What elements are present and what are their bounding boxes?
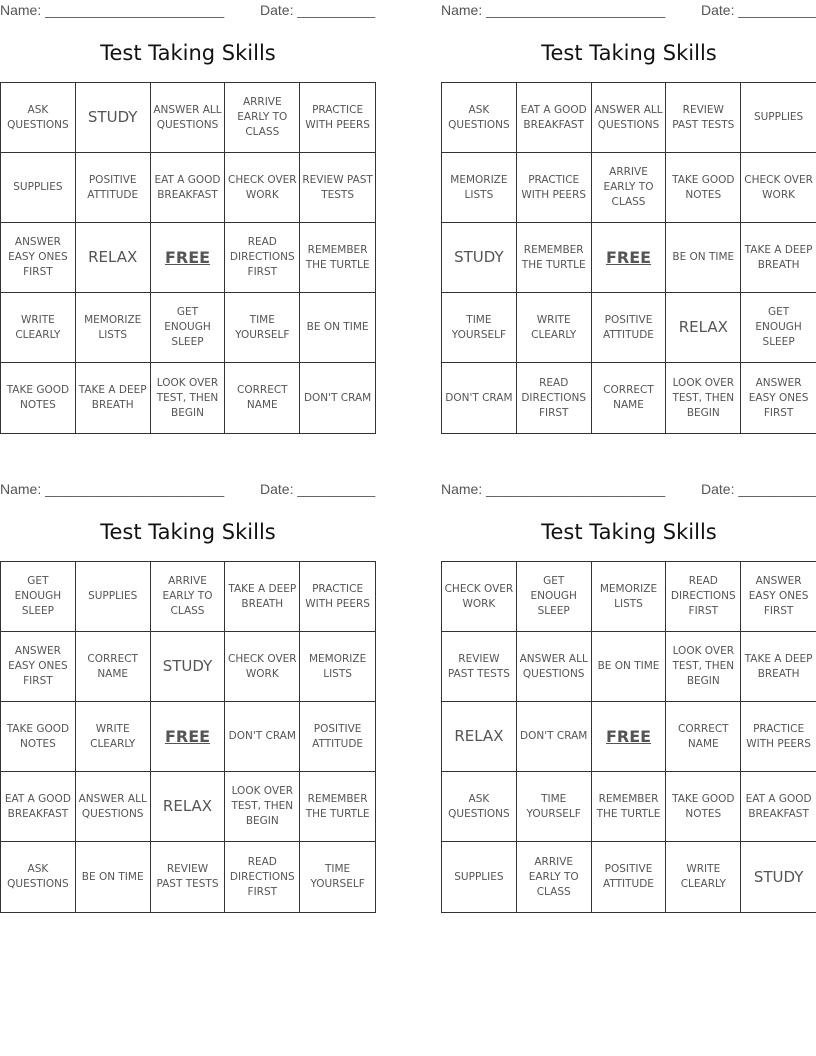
bingo-cell: TAKE GOOD NOTES	[1, 363, 76, 433]
bingo-cell: REVIEW PAST TESTS	[300, 153, 375, 223]
bingo-cell: MEMORIZE LISTS	[300, 632, 375, 702]
card-title: Test Taking Skills	[541, 520, 717, 544]
free-space-cell: FREE	[151, 223, 226, 293]
card-title: Test Taking Skills	[100, 520, 276, 544]
bingo-cell: DON'T CRAM	[303, 391, 372, 404]
bingo-cell: RELAX	[666, 293, 741, 363]
name-line: Name: _______________________	[0, 2, 225, 18]
bingo-cell: ASK QUESTIONS	[1, 842, 76, 912]
bingo-cell: STUDY	[753, 867, 804, 886]
bingo-cell: MEMORIZE LISTS	[76, 293, 151, 363]
date-line: Date: __________	[260, 2, 376, 18]
bingo-cell: CORRECT NAME	[76, 632, 151, 702]
bingo-cell: REMEMBER THE TURTLE	[517, 223, 592, 293]
date-line: Date: __________	[701, 2, 816, 18]
bingo-cell: REVIEW PAST TESTS	[151, 842, 226, 912]
bingo-cell: DON'T CRAM	[517, 702, 592, 772]
bingo-cell: ANSWER ALL QUESTIONS	[151, 83, 226, 153]
bingo-cell: REMEMBER THE TURTLE	[300, 223, 375, 293]
bingo-cell: MEMORIZE LISTS	[592, 562, 667, 632]
bingo-cell: TAKE A DEEP BREATH	[741, 223, 816, 293]
bingo-cell: CHECK OVER WORK	[225, 632, 300, 702]
bingo-cell: PRACTICE WITH PEERS	[517, 153, 592, 223]
card-header	[441, 0, 816, 20]
bingo-cell: RELAX	[151, 772, 226, 842]
bingo-cell: TIME YOURSELF	[517, 772, 592, 842]
bingo-grid	[0, 82, 376, 434]
bingo-cell: ARRIVE EARLY TO CLASS	[151, 562, 226, 632]
bingo-cell: ANSWER ALL QUESTIONS	[517, 632, 592, 702]
bingo-cell: ANSWER EASY ONES FIRST	[1, 632, 76, 702]
bingo-cell: TIME YOURSELF	[310, 863, 365, 890]
bingo-cell: READ DIRECTIONS FIRST	[225, 842, 300, 912]
bingo-cell: ASK QUESTIONS	[1, 83, 76, 153]
bingo-cell: BE ON TIME	[666, 223, 741, 293]
bingo-cell: SUPPLIES	[76, 562, 151, 632]
bingo-cell: EAT A GOOD BREAKFAST	[1, 772, 76, 842]
bingo-cell: READ DIRECTIONS FIRST	[517, 363, 592, 433]
name-line: Name: _______________________	[441, 2, 666, 18]
bingo-cell: DON'T CRAM	[225, 702, 300, 772]
bingo-cell: EAT A GOOD BREAKFAST	[151, 153, 226, 223]
bingo-cell: POSITIVE ATTITUDE	[300, 702, 375, 772]
bingo-grid	[0, 561, 376, 913]
bingo-cell: RELAX	[442, 702, 517, 772]
bingo-cell: TIME YOURSELF	[442, 293, 517, 363]
bingo-cell: ANSWER EASY ONES FIRST	[741, 562, 816, 632]
free-space-cell: FREE	[592, 702, 667, 772]
date-line: Date: __________	[701, 481, 816, 497]
bingo-cell: LOOK OVER TEST, THEN BEGIN	[666, 632, 741, 702]
bingo-cell: TAKE A DEEP BREATH	[76, 363, 151, 433]
bingo-cell: DON'T CRAM	[442, 363, 517, 433]
bingo-cell: ASK QUESTIONS	[442, 772, 517, 842]
bingo-cell: ASK QUESTIONS	[442, 83, 517, 153]
bingo-cell: SUPPLIES	[741, 83, 816, 153]
bingo-cell: REMEMBER THE TURTLE	[592, 772, 667, 842]
bingo-cell: BE ON TIME	[300, 293, 375, 363]
bingo-cell: READ DIRECTIONS FIRST	[666, 562, 741, 632]
bingo-cell: GET ENOUGH SLEEP	[741, 293, 816, 363]
bingo-cell: SUPPLIES	[1, 153, 76, 223]
bingo-cell: ARRIVE EARLY TO CLASS	[225, 83, 300, 153]
bingo-cell: PRACTICE WITH PEERS	[300, 83, 375, 153]
bingo-cell: STUDY	[151, 632, 226, 702]
bingo-cell: TIME YOURSELF	[225, 293, 300, 363]
bingo-cell: LOOK OVER TEST, THEN BEGIN	[225, 772, 300, 842]
bingo-cell: ANSWER EASY ONES FIRST	[748, 376, 809, 419]
bingo-cell: CHECK OVER WORK	[442, 562, 517, 632]
bingo-cell: CHECK OVER WORK	[741, 153, 816, 223]
bingo-cell: LOOK OVER TEST, THEN BEGIN	[666, 363, 741, 433]
bingo-cell: ANSWER ALL QUESTIONS	[592, 83, 667, 153]
bingo-cell: READ DIRECTIONS FIRST	[225, 223, 300, 293]
free-space-cell: FREE	[592, 223, 667, 293]
name-line: Name: _______________________	[0, 481, 225, 497]
bingo-cell: REMEMBER THE TURTLE	[300, 772, 375, 842]
bingo-cell: PRACTICE WITH PEERS	[741, 702, 816, 772]
bingo-cell: POSITIVE ATTITUDE	[592, 293, 667, 363]
bingo-cell: CHECK OVER WORK	[225, 153, 300, 223]
card-title: Test Taking Skills	[541, 41, 717, 65]
bingo-cell: WRITE CLEARLY	[517, 293, 592, 363]
bingo-cell: EAT A GOOD BREAKFAST	[741, 772, 816, 842]
bingo-cell: SUPPLIES	[442, 842, 517, 912]
date-line: Date: __________	[260, 481, 376, 497]
bingo-cell: TAKE GOOD NOTES	[666, 153, 741, 223]
bingo-cell: CORRECT NAME	[666, 702, 741, 772]
bingo-cell: EAT A GOOD BREAKFAST	[517, 83, 592, 153]
bingo-cell: TAKE GOOD NOTES	[1, 702, 76, 772]
bingo-cell: STUDY	[442, 223, 517, 293]
bingo-cell: WRITE CLEARLY	[666, 842, 741, 912]
bingo-cell: CORRECT NAME	[592, 363, 667, 433]
bingo-cell: REVIEW PAST TESTS	[666, 83, 741, 153]
bingo-cell: PRACTICE WITH PEERS	[300, 562, 375, 632]
bingo-cell: LOOK OVER TEST, THEN BEGIN	[151, 363, 226, 433]
bingo-cell: TAKE GOOD NOTES	[666, 772, 741, 842]
bingo-cell: STUDY	[76, 83, 151, 153]
bingo-cell: CORRECT NAME	[225, 363, 300, 433]
bingo-cell: TAKE A DEEP BREATH	[741, 632, 816, 702]
bingo-cell: TAKE A DEEP BREATH	[225, 562, 300, 632]
bingo-grid	[441, 82, 816, 434]
card-title: Test Taking Skills	[100, 41, 276, 65]
bingo-cell: REVIEW PAST TESTS	[442, 632, 517, 702]
bingo-cell: GET ENOUGH SLEEP	[1, 562, 76, 632]
card-header	[441, 479, 816, 499]
bingo-cell: WRITE CLEARLY	[1, 293, 76, 363]
free-space-cell: FREE	[151, 702, 226, 772]
bingo-cell: BE ON TIME	[76, 842, 151, 912]
bingo-cell: ANSWER ALL QUESTIONS	[76, 772, 151, 842]
bingo-cell: BE ON TIME	[592, 632, 667, 702]
bingo-cell: MEMORIZE LISTS	[442, 153, 517, 223]
bingo-cell: RELAX	[76, 223, 151, 293]
card-header	[0, 479, 376, 499]
bingo-cell: GET ENOUGH SLEEP	[151, 293, 226, 363]
bingo-grid	[441, 561, 816, 913]
name-line: Name: _______________________	[441, 481, 666, 497]
bingo-cell: ANSWER EASY ONES FIRST	[1, 223, 76, 293]
bingo-cell: POSITIVE ATTITUDE	[76, 153, 151, 223]
bingo-cell: GET ENOUGH SLEEP	[517, 562, 592, 632]
bingo-cell: ARRIVE EARLY TO CLASS	[592, 153, 667, 223]
card-header	[0, 0, 376, 20]
bingo-cell: ARRIVE EARLY TO CLASS	[517, 842, 592, 912]
bingo-cell: WRITE CLEARLY	[76, 702, 151, 772]
bingo-cell: POSITIVE ATTITUDE	[592, 842, 667, 912]
